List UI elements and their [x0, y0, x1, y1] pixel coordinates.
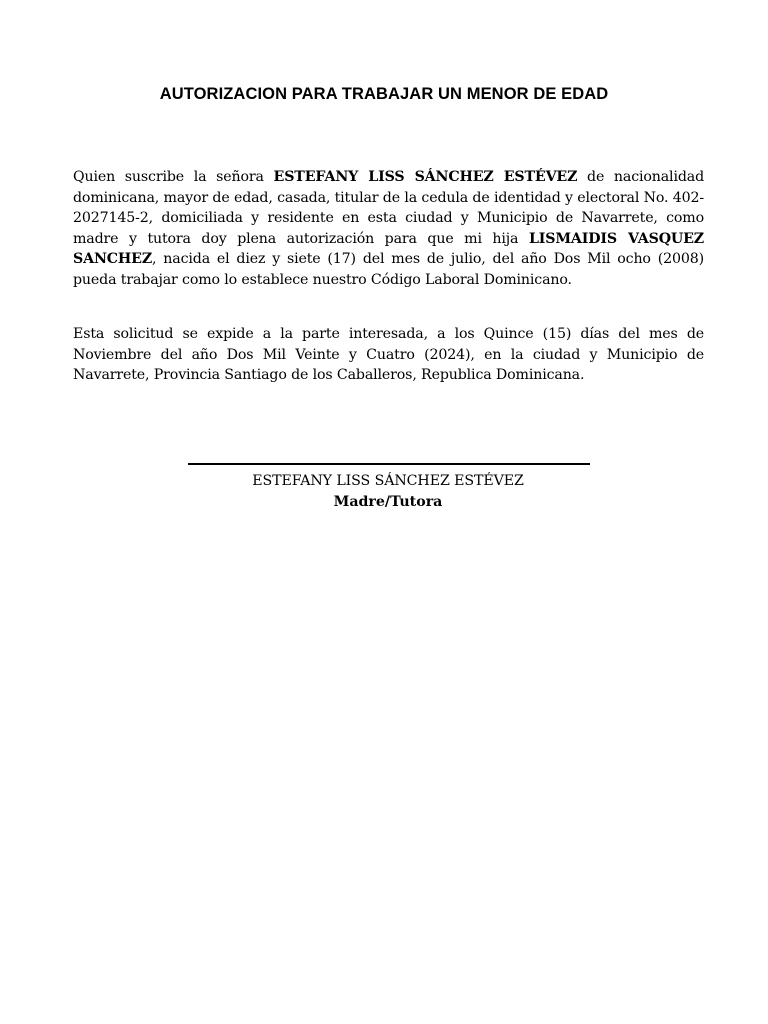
signature-line — [188, 463, 590, 465]
signature-name: ESTEFANY LISS SÁNCHEZ ESTÉVEZ — [252, 473, 524, 489]
minor-name-bold: LISMAIDIS VASQUEZ SANCHEZ — [73, 230, 705, 267]
issuance-paragraph: Esta solicitud se expide a la parte interesada, a los Quince (15) días del mes de Noviembre del año Dos Mil Veinte y Cuatro (2024), en la ciudad y Municipio de Navarrete, Provincia Santiago de los Caballeros, Republica Dominicana. — [73, 326, 704, 383]
signer-name-bold: ESTEFANY LISS SÁNCHEZ ESTÉVEZ — [273, 169, 578, 185]
authorization-paragraph — [73, 167, 704, 290]
paragraph1-end: , nacida el diez y siete (17) del mes de julio, del año Dos Mil ocho (2008) pueda trabajar como lo establece nuestro Código Laboral Dominicano. — [73, 251, 704, 288]
document-title: AUTORIZACION PARA TRABAJAR UN MENOR DE EDAD — [159, 85, 609, 103]
signature-role: Madre/Tutora — [333, 494, 443, 510]
paragraph1-intro: Quien suscribe la señora — [73, 169, 274, 185]
paragraph1-middle: de nacionalidad dominicana, mayor de edad, casada, titular de la cedula de identidad y electoral No. 402-2027145-2, domiciliada y residente en esta ciudad y Municipio de Navarrete, como madre y tutora doy plena autorización para que mi hija — [73, 169, 705, 247]
